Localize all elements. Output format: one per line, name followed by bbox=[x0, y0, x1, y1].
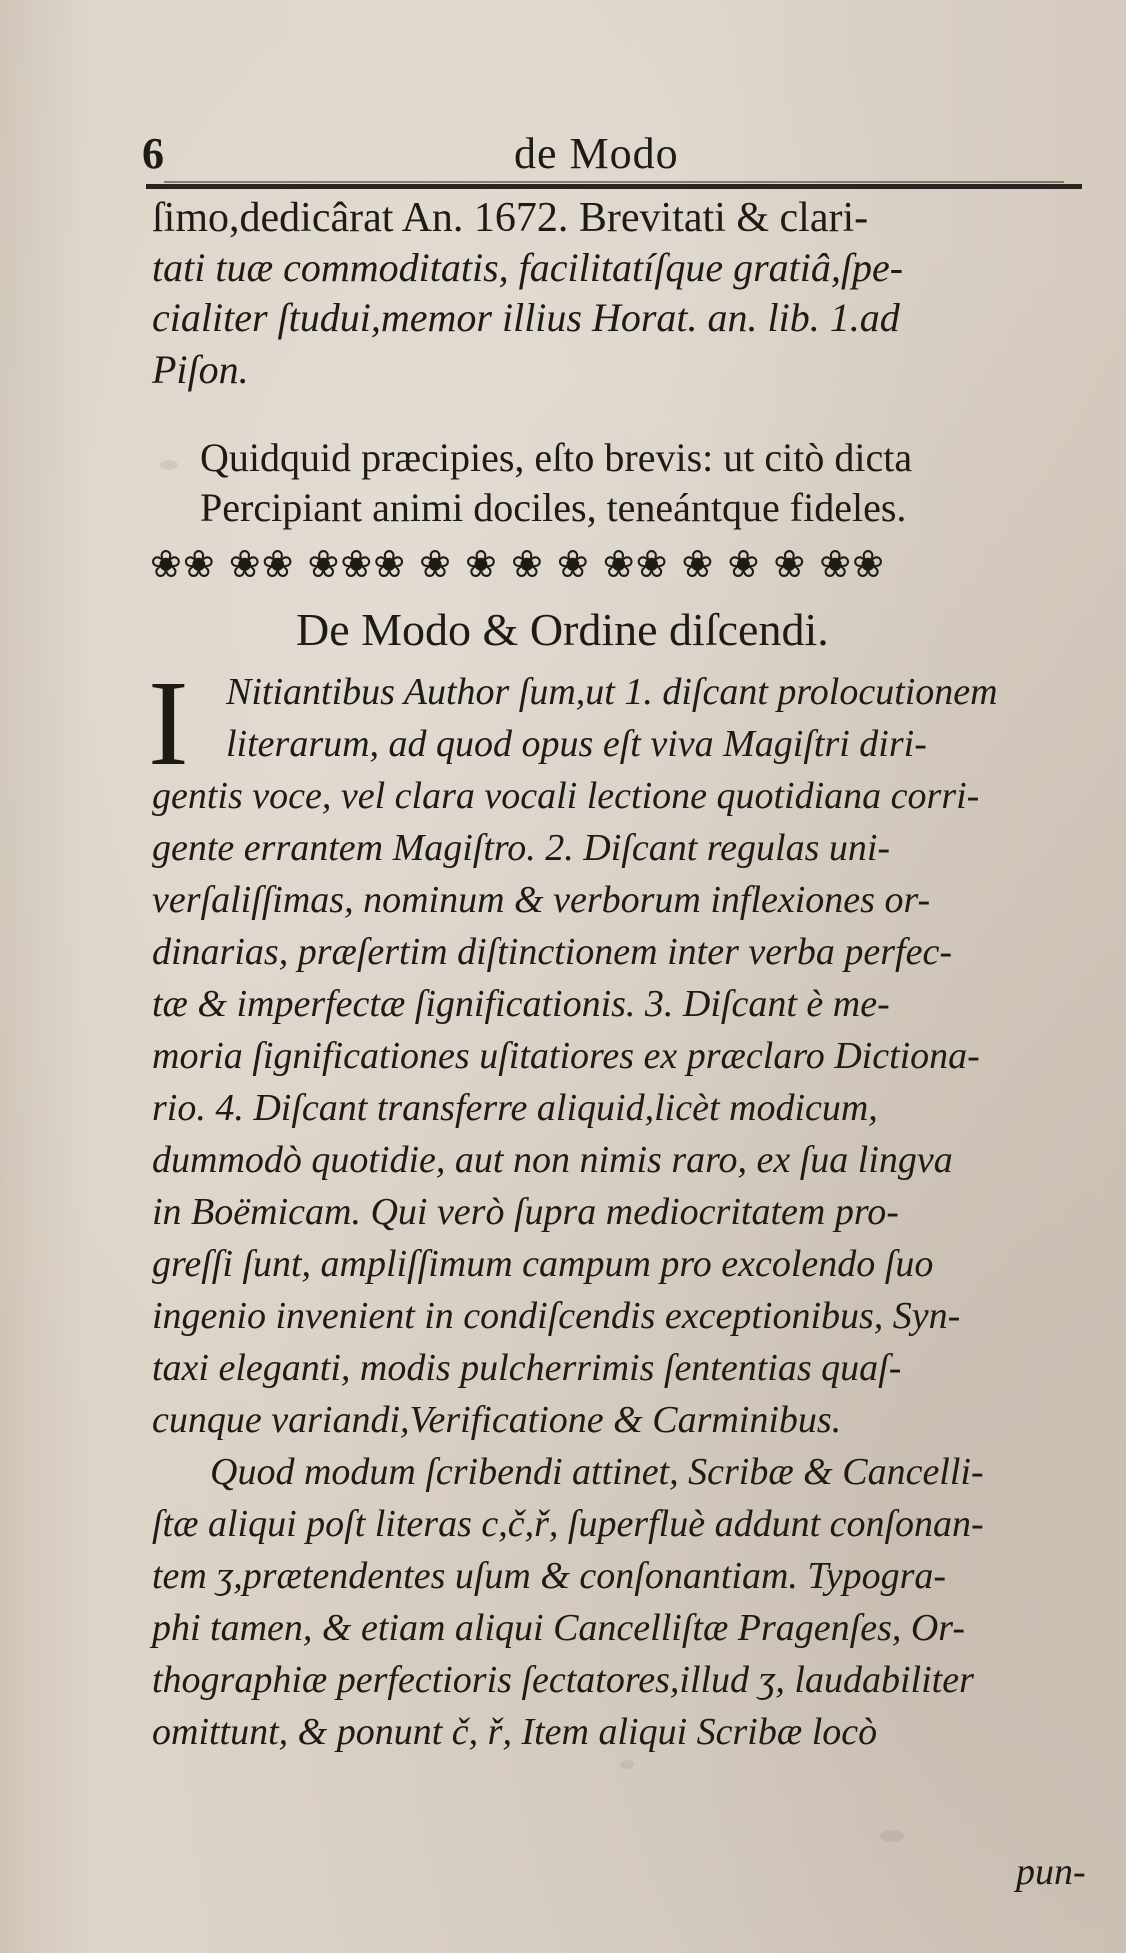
body-line: literarum, ad quod opus eſt viva Magiſtri diri- bbox=[226, 723, 927, 765]
body-line: taxi eleganti, modis pulcherrimis ſententias quaſ- bbox=[152, 1347, 902, 1389]
paper-stain bbox=[880, 1830, 904, 1842]
body-line: moria ſignificationes uſitatiores ex præclaro Dictiona- bbox=[152, 1035, 980, 1077]
body-line: ingenio invenient in condiſcendis exceptionibus, Syn- bbox=[152, 1295, 961, 1337]
body-line: gentis voce, vel clara vocali lectione quotidiana corri- bbox=[152, 775, 980, 817]
body-line: dummodò quotidie, aut non nimis raro, ex ſua lingva bbox=[152, 1139, 953, 1181]
body-line: greſſi ſunt, ampliſſimum campum pro excolendo ſuo bbox=[152, 1243, 934, 1285]
body-line: tæ & imperfectæ ſignificationis. 3. Diſcant è me- bbox=[152, 983, 890, 1025]
body-line: gente errantem Magiſtro. 2. Diſcant regulas uni- bbox=[152, 827, 891, 869]
body-line: cunque variandi,Verificatione & Carminibus. bbox=[152, 1399, 842, 1441]
paper-stain bbox=[620, 1760, 634, 1769]
header-rule-shadow bbox=[164, 181, 1064, 183]
verse-line-2: Percipiant animi dociles, teneántque fideles. bbox=[200, 485, 907, 530]
preface-line-4: Piſon. bbox=[152, 347, 249, 392]
page-number: 6 bbox=[142, 129, 164, 178]
drop-cap: I bbox=[148, 656, 189, 791]
running-head: de Modo bbox=[514, 129, 679, 178]
body-line: phi tamen, & etiam aliqui Cancelliſtæ Pragenſes, Or- bbox=[152, 1607, 965, 1649]
preface-line-3: cialiter ſtudui,memor illius Horat. an. lib. 1.ad bbox=[152, 295, 900, 340]
body-line: tem ʒ,prætendentes uſum & conſonantiam. Typogra- bbox=[152, 1555, 947, 1597]
page-header bbox=[140, 128, 1080, 178]
ornament-band: ❀❀ ❀❀ ❀❀❀ ❀ ❀ ❀ ❀ ❀❀ ❀ ❀ ❀ ❀❀ bbox=[150, 542, 885, 586]
body-line: omittunt, & ponunt č, ř, Item aliqui Scribæ locò bbox=[152, 1711, 878, 1753]
body-line: dinarias, præſertim diſtinctionem inter verba perfec- bbox=[152, 931, 953, 973]
preface-line-1: ſimo,dedicârat An. 1672. Brevitati & clari- bbox=[152, 195, 869, 241]
paper-stain bbox=[160, 460, 178, 470]
body-line: ſtæ aliqui poſt literas c,č,ř, ſuperfluè addunt conſonan- bbox=[152, 1503, 984, 1545]
preface-line-2: tati tuæ commoditatis, facilitatíſque gratiâ,ſpe- bbox=[152, 245, 904, 290]
verse-line-1: Quidquid præcipies, eſto brevis: ut citò dicta bbox=[200, 435, 913, 480]
body-line: in Boëmicam. Qui verò ſupra mediocritatem pro- bbox=[152, 1191, 899, 1233]
body-line: rio. 4. Diſcant transferre aliquid,licèt modicum, bbox=[152, 1087, 878, 1129]
catchword: pun- bbox=[1016, 1851, 1086, 1893]
body-line: Quod modum ſcribendi attinet, Scribæ & Cancelli- bbox=[210, 1451, 984, 1493]
body-line: thographiæ perfectioris ſectatores,illud ʒ, laudabiliter bbox=[152, 1659, 974, 1701]
body-line: verſaliſſimas, nominum & verborum inflexiones or- bbox=[152, 879, 931, 921]
body-line: Nitiantibus Author ſum,ut 1. diſcant prolocutionem bbox=[226, 671, 998, 713]
section-title: De Modo & Ordine diſcendi. bbox=[296, 604, 829, 655]
header-rule bbox=[146, 184, 1082, 189]
